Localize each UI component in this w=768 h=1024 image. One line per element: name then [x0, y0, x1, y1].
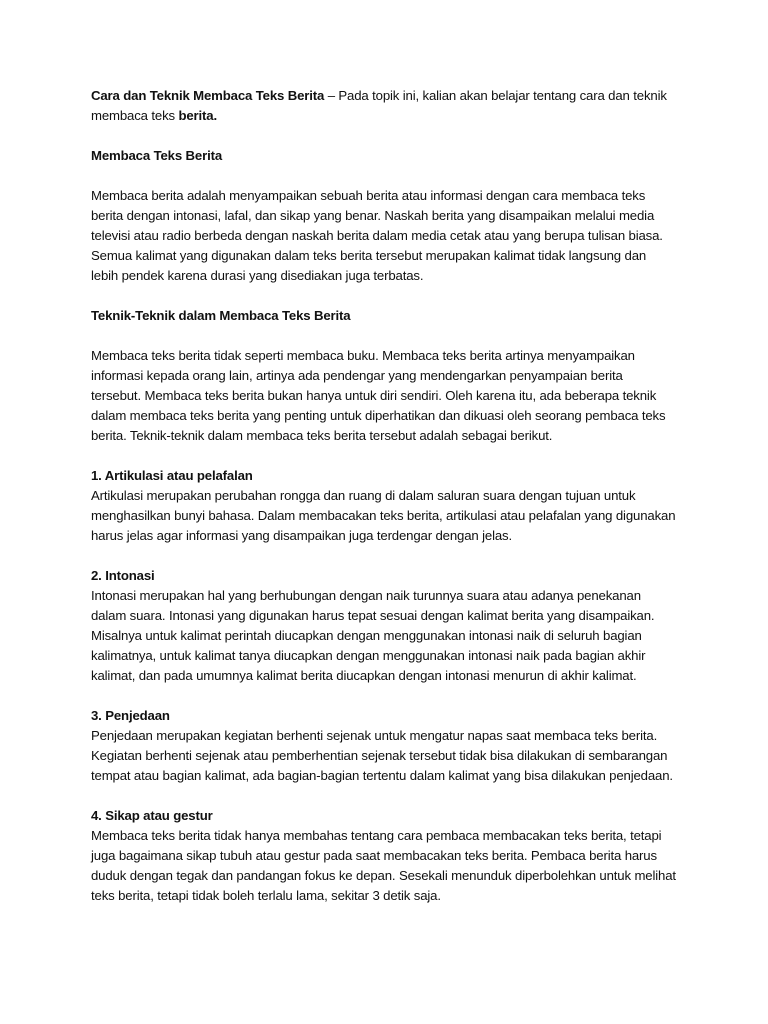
item-heading-intonasi: 2. Intonasi [91, 568, 155, 583]
item-heading-artikulasi: 1. Artikulasi atau pelafalan [91, 468, 253, 483]
item-text-artikulasi: Artikulasi merupakan perubahan rongga dan ruang di dalam saluran suara dengan tujuan untuk menghasilkan bunyi bahasa. Dalam membacakan teks berita, artikulasi atau pelafalan yang digunakan harus jelas agar informasi yang disampaikan juga terdengar dengan jelas. [91, 488, 676, 543]
intro-paragraph [91, 86, 676, 126]
intro-title: Cara dan Teknik Membaca Teks Berita [91, 88, 325, 103]
item-text-intonasi: Intonasi merupakan hal yang berhubungan dengan naik turunnya suara atau adanya penekanan dalam suara. Intonasi yang digunakan harus tepat sesuai dengan kalimat berita yang disampaikan. Misalnya untuk kalimat perintah diucapkan dengan menggunakan intonasi naik di seluruh bagian kalimatnya, untuk kalimat tanya diucapkan dengan menggunakan intonasi naik pada bagian akhir kalimat, dan pada umumnya kalimat berita diucapkan dengan intonasi menurun di akhir kalimat. [91, 588, 655, 683]
section-heading-teknik: Teknik-Teknik dalam Membaca Teks Berita [91, 308, 351, 323]
item-text-sikap: Membaca teks berita tidak hanya membahas tentang cara pembaca membacakan teks berita, tetapi juga bagaimana sikap tubuh atau gestur pada saat membacakan teks berita. Pembaca berita harus duduk dengan tegak dan pandangan fokus ke depan. Sesekali menunduk diperbolehkan untuk melihat teks berita, tetapi tidak boleh terlalu lama, sekitar 3 detik saja. [91, 828, 676, 903]
document-page [91, 86, 676, 906]
item-heading-sikap: 4. Sikap atau gestur [91, 808, 213, 823]
item-heading-penjedaan: 3. Penjedaan [91, 708, 170, 723]
item-text-penjedaan: Penjedaan merupakan kegiatan berhenti sejenak untuk mengatur napas saat membaca teks berita. Kegiatan berhenti sejenak atau pemberhentian sejenak tersebut tidak bisa dilakukan di sembarangan tempat atau bagian kalimat, ada bagian-bagian tertentu dalam kalimat yang bisa dilakukan penjedaan. [91, 728, 673, 783]
intro-text: – Pada topik ini, kalian akan belajar tentang cara dan teknik membaca teks [91, 88, 667, 123]
section-heading-membaca-teks-berita: Membaca Teks Berita [91, 148, 223, 163]
intro-end: berita. [178, 108, 217, 123]
section1-paragraph: Membaca berita adalah menyampaikan sebuah berita atau informasi dengan cara membaca teks berita dengan intonasi, lafal, dan sikap yang benar. Naskah berita yang disampaikan melalui media televisi atau radio berbeda dengan naskah berita dalam media cetak atau yang berupa tulisan biasa. Semua kalimat yang digunakan dalam teks berita tersebut merupakan kalimat tidak langsung dan lebih pendek karena durasi yang disediakan juga terbatas. [91, 188, 663, 283]
section2-paragraph: Membaca teks berita tidak seperti membaca buku. Membaca teks berita artinya menyampaikan informasi kepada orang lain, artinya ada pendengar yang mendengarkan penyampaian berita tersebut. Membaca teks berita bukan hanya untuk diri sendiri. Oleh karena itu, ada beberapa teknik dalam membaca teks berita yang penting untuk diperhatikan dan dikuasi oleh seorang pembaca teks berita. Teknik-teknik dalam membaca teks berita tersebut adalah sebagai berikut. [91, 348, 666, 443]
